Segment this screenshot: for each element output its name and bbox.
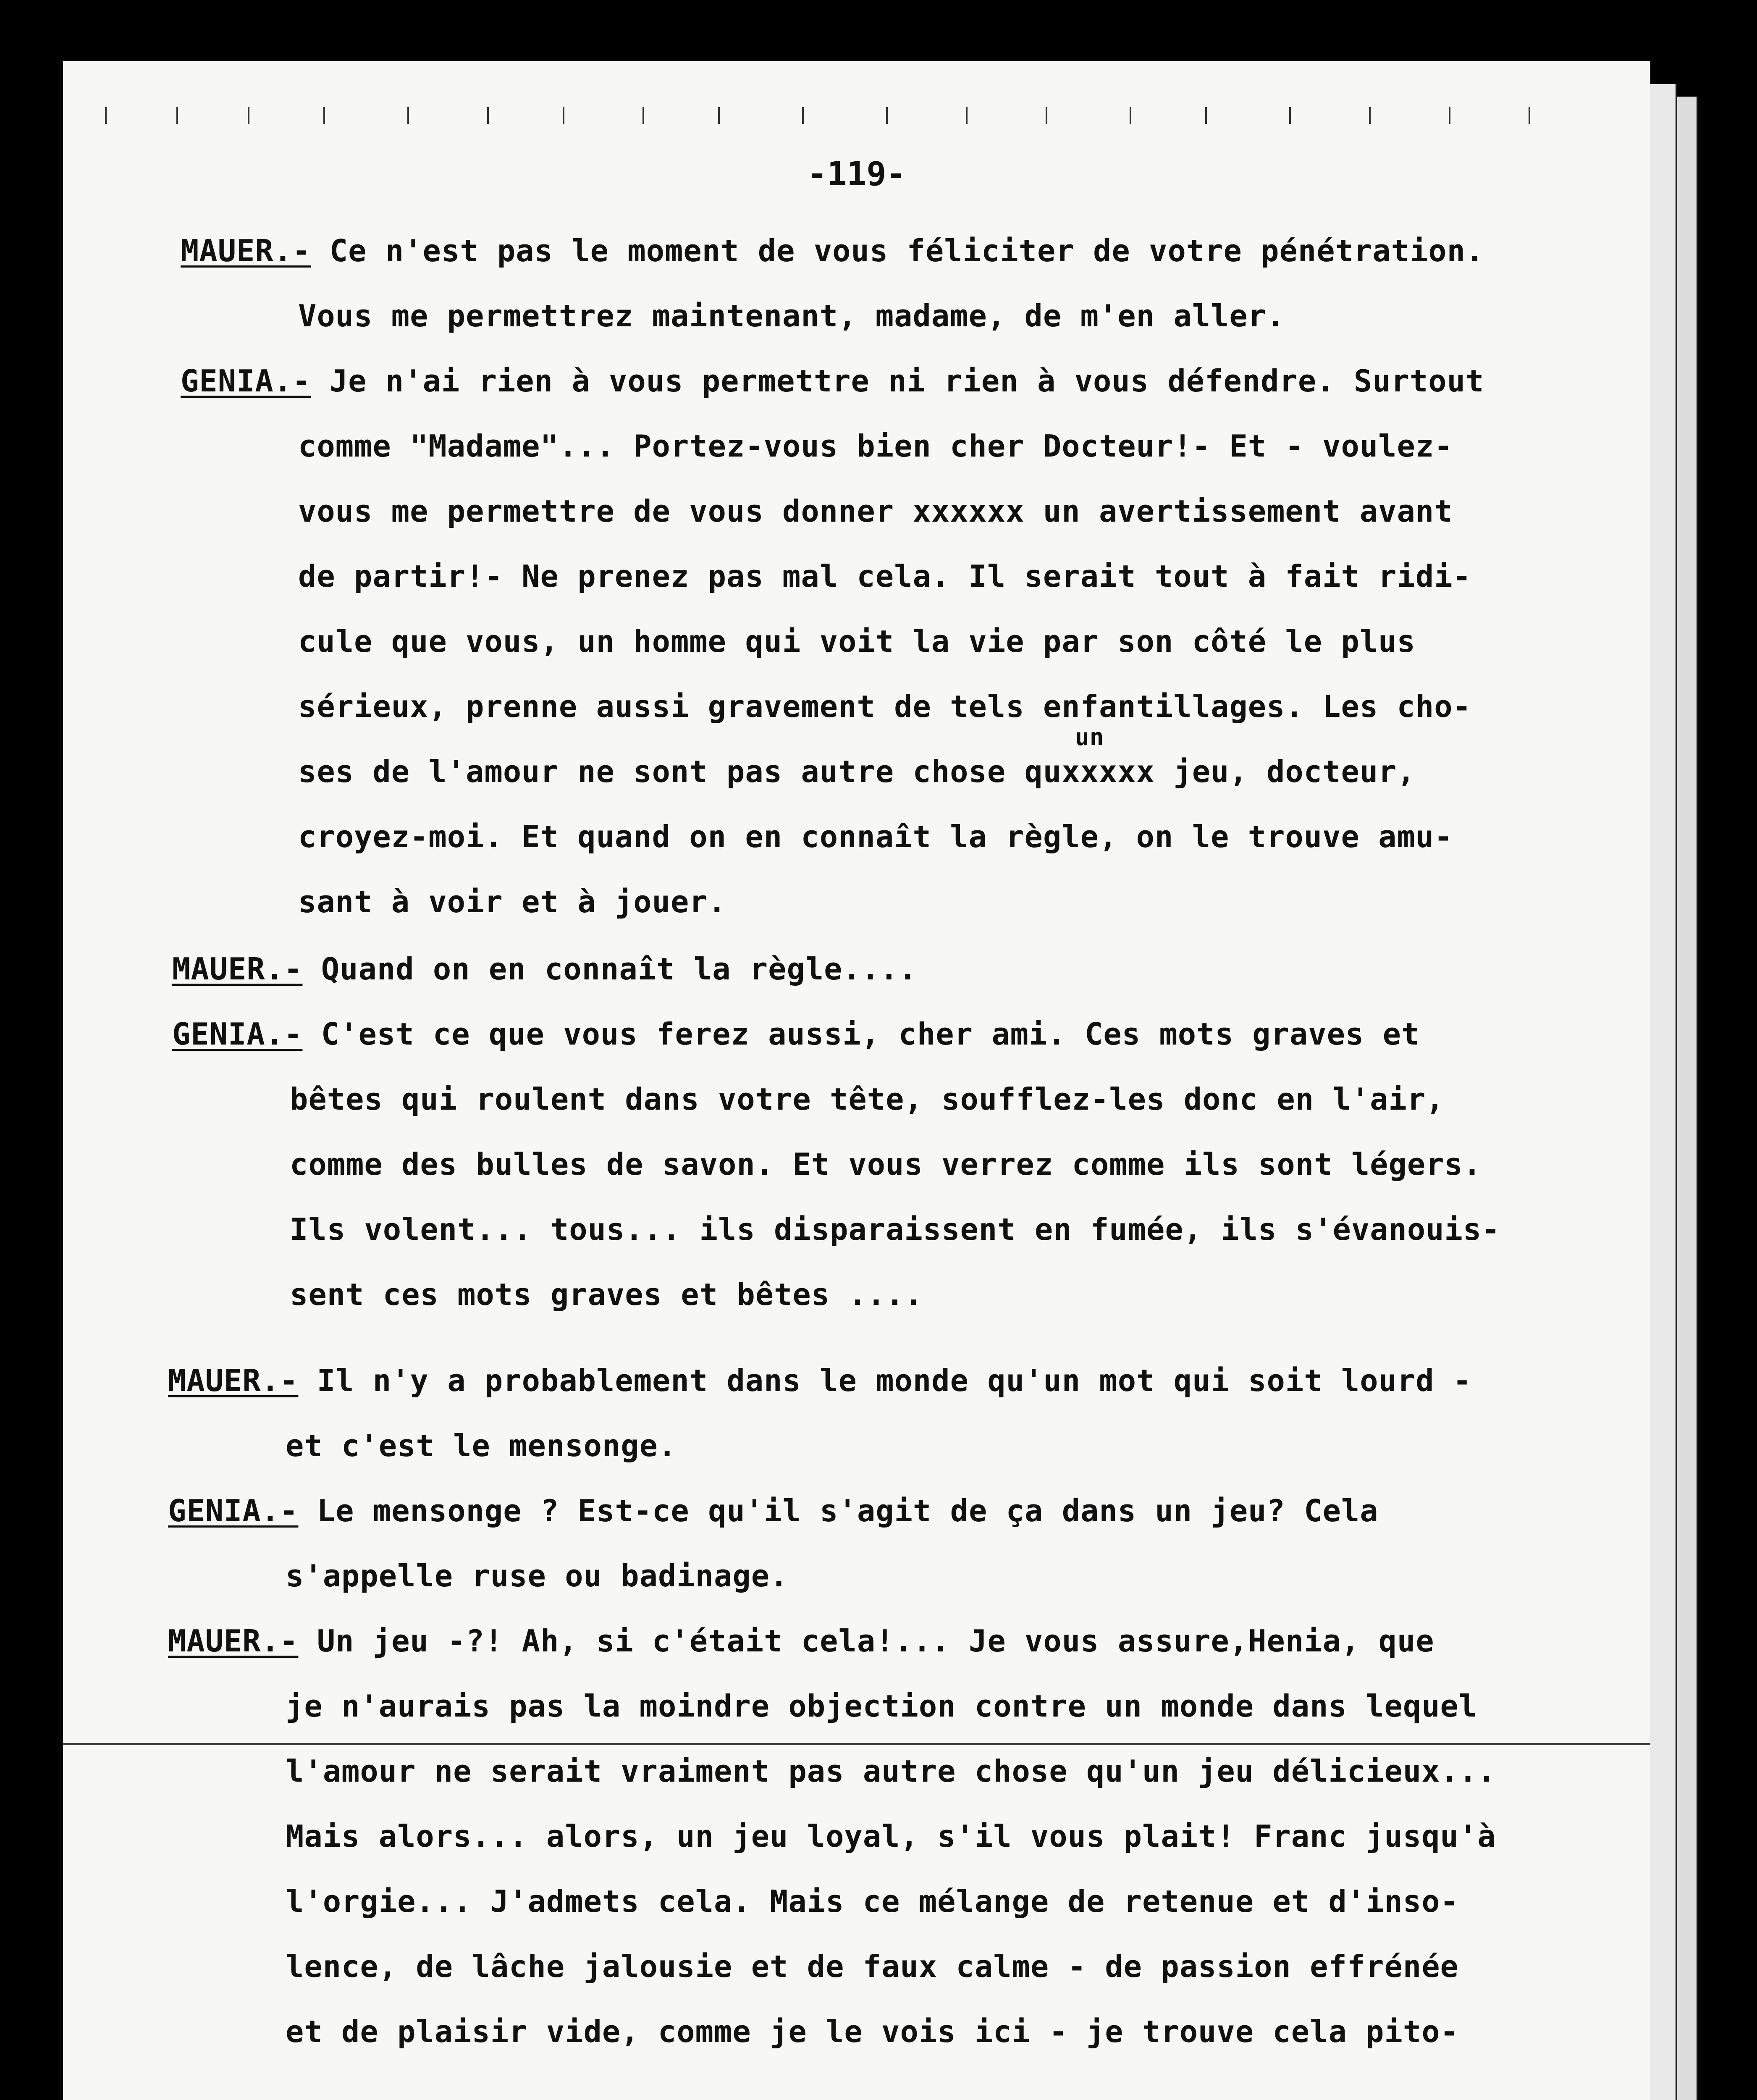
dialogue-line: MAUER.- Un jeu -?! Ah, si c'était cela!... Je vous assure,Henia, que [168,1623,1434,1659]
page-number: -119- [807,155,906,193]
dialogue-line: vous me permettre de vous donner xxxxxx un avertissement avant [298,494,1453,529]
dialogue-line: sent ces mots graves et bêtes .... [290,1277,923,1312]
dialogue-line: GENIA.- C'est ce que vous ferez aussi, cher ami. Ces mots graves et [172,1016,1420,1052]
document-page [63,61,1650,2100]
dialogue-line: MAUER.- Il n'y a probablement dans le monde qu'un mot qui soit lourd - [168,1363,1472,1398]
speaker-name: MAUER.- [168,1623,299,1659]
dialogue-line: l'orgie... J'admets cela. Mais ce mélange de retenue et d'inso- [286,1884,1459,1919]
dialogue-line: et c'est le mensonge. [286,1428,677,1463]
dialogue-line: s'appelle ruse ou badinage. [286,1558,789,1593]
dialogue-line: lence, de lâche jalousie et de faux calme - de passion effrénée [286,1949,1459,1984]
speaker-name: GENIA.- [172,1016,303,1052]
dialogue-line: je n'aurais pas la moindre objection contre un monde dans lequel [286,1688,1478,1724]
dialogue-line: Vous me permettrez maintenant, madame, de m'en aller. [298,298,1285,333]
speaker-name: MAUER.- [181,233,311,268]
dialogue-line: bêtes qui roulent dans votre tête, soufflez-les donc en l'air, [290,1082,1445,1117]
dialogue-line: Ils volent... tous... ils disparaissent en fumée, ils s'évanouis- [290,1212,1500,1247]
speaker-name: GENIA.- [168,1493,299,1528]
dialogue-line: sérieux, prenne aussi gravement de tels enfantillages. Les cho- [298,689,1471,724]
dialogue-line: ses de l'amour ne sont pas autre chose quxxxxx jeu, docteur, [298,754,1416,789]
speaker-name: MAUER.- [168,1363,299,1398]
speaker-name: MAUER.- [172,951,303,987]
speaker-name: GENIA.- [181,363,311,399]
dialogue-line: cule que vous, un homme qui voit la vie par son côté le plus [298,624,1416,659]
dialogue-line: de partir!- Ne prenez pas mal cela. Il serait tout à fait ridi- [298,559,1471,594]
dialogue-line: sant à voir et à jouer. [298,884,726,919]
dialogue-line: comme "Madame"... Portez-vous bien cher Docteur!- Et - voulez- [298,428,1453,464]
interlinear-insertion: un [1075,724,1104,751]
dialogue-line: l'amour ne serait vraiment pas autre chose qu'un jeu délicieux... [286,1754,1496,1789]
dialogue-line: croyez-moi. Et quand on en connaît la règle, on le trouve amu- [298,819,1453,854]
dialogue-line: MAUER.- Quand on en connaît la règle.... [172,951,917,987]
dialogue-line: Mais alors... alors, un jeu loyal, s'il vous plait! Franc jusqu'à [286,1819,1496,1854]
dialogue-line: MAUER.- Ce n'est pas le moment de vous féliciter de votre pénétration. [181,233,1484,268]
dialogue-line: et de plaisir vide, comme je le vois ici - je trouve cela pito- [286,2014,1459,2049]
dialogue-line: GENIA.- Je n'ai rien à vous permettre ni rien à vous défendre. Surtout [181,363,1484,399]
dialogue-line: comme des bulles de savon. Et vous verrez comme ils sont légers. [290,1147,1482,1182]
dialogue-line: GENIA.- Le mensonge ? Est-ce qu'il s'agit de ça dans un jeu? Cela [168,1493,1379,1528]
